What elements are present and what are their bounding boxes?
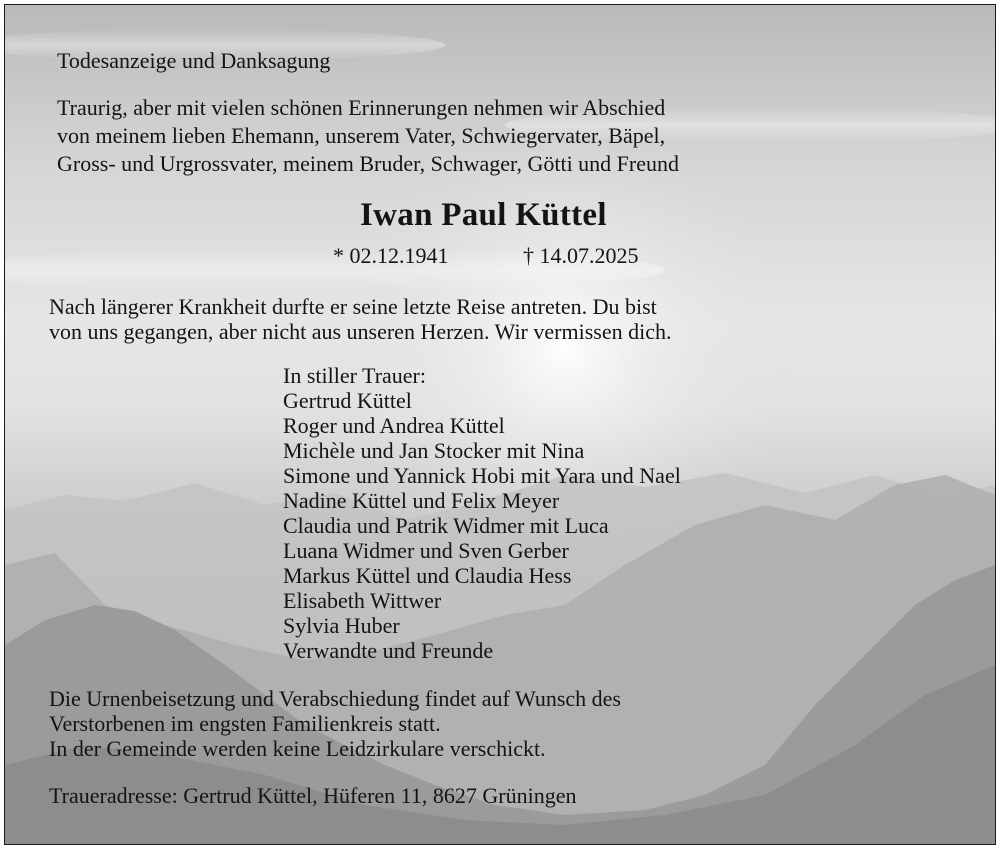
mourners-list <box>283 363 681 663</box>
intro-line: Gross- und Urgrossvater, meinem Bruder, Schwager, Götti und Freund <box>57 151 680 176</box>
funeral-info-line: Verstorbenen im engsten Familienkreis statt. <box>49 711 441 736</box>
mourner-entry: Claudia und Patrik Widmer mit Luca <box>283 513 609 538</box>
mourner-entry: Michèle und Jan Stocker mit Nina <box>283 438 585 463</box>
mourning-address: Traueradresse: Gertrud Küttel, Hüferen 11, 8627 Grüningen <box>49 783 577 808</box>
mourner-entry: Elisabeth Wittwer <box>283 588 442 613</box>
mourner-entry: Simone und Yannick Hobi mit Yara und Nael <box>283 463 681 488</box>
birth-date: * 02.12.1941 <box>333 243 449 268</box>
mourner-entry: Roger und Andrea Küttel <box>283 413 505 438</box>
mourners-heading: In stiller Trauer: <box>283 363 426 388</box>
mourner-entry: Luana Widmer und Sven Gerber <box>283 538 569 563</box>
mourner-entry: Gertrud Küttel <box>283 388 412 413</box>
intro-line: von meinem lieben Ehemann, unserem Vater, Schwiegervater, Bäpel, <box>57 123 666 148</box>
funeral-info-line: In der Gemeinde werden keine Leidzirkulare verschickt. <box>49 736 546 761</box>
mourner-entry: Nadine Küttel und Felix Meyer <box>283 488 560 513</box>
message-line: Nach längerer Krankheit durfte er seine letzte Reise antreten. Du bist <box>49 294 657 319</box>
intro-line: Traurig, aber mit vielen schönen Erinnerungen nehmen wir Abschied <box>57 95 666 120</box>
mourner-entry: Verwandte und Freunde <box>283 638 494 663</box>
mourner-entry: Sylvia Huber <box>283 613 400 638</box>
mourner-entry: Markus Küttel und Claudia Hess <box>283 563 572 588</box>
notice-header: Todesanzeige und Danksagung <box>57 48 331 73</box>
death-date: † 14.07.2025 <box>523 243 639 268</box>
message-line: von uns gegangen, aber nicht aus unseren Herzen. Wir vermissen dich. <box>49 319 672 344</box>
funeral-info-line: Die Urnenbeisetzung und Verabschiedung findet auf Wunsch des <box>49 686 621 711</box>
funeral-information <box>49 686 621 761</box>
intro-text <box>57 94 679 178</box>
deceased-name: Iwan Paul Küttel <box>360 197 607 233</box>
farewell-message <box>49 294 671 344</box>
obituary-card <box>4 4 996 845</box>
